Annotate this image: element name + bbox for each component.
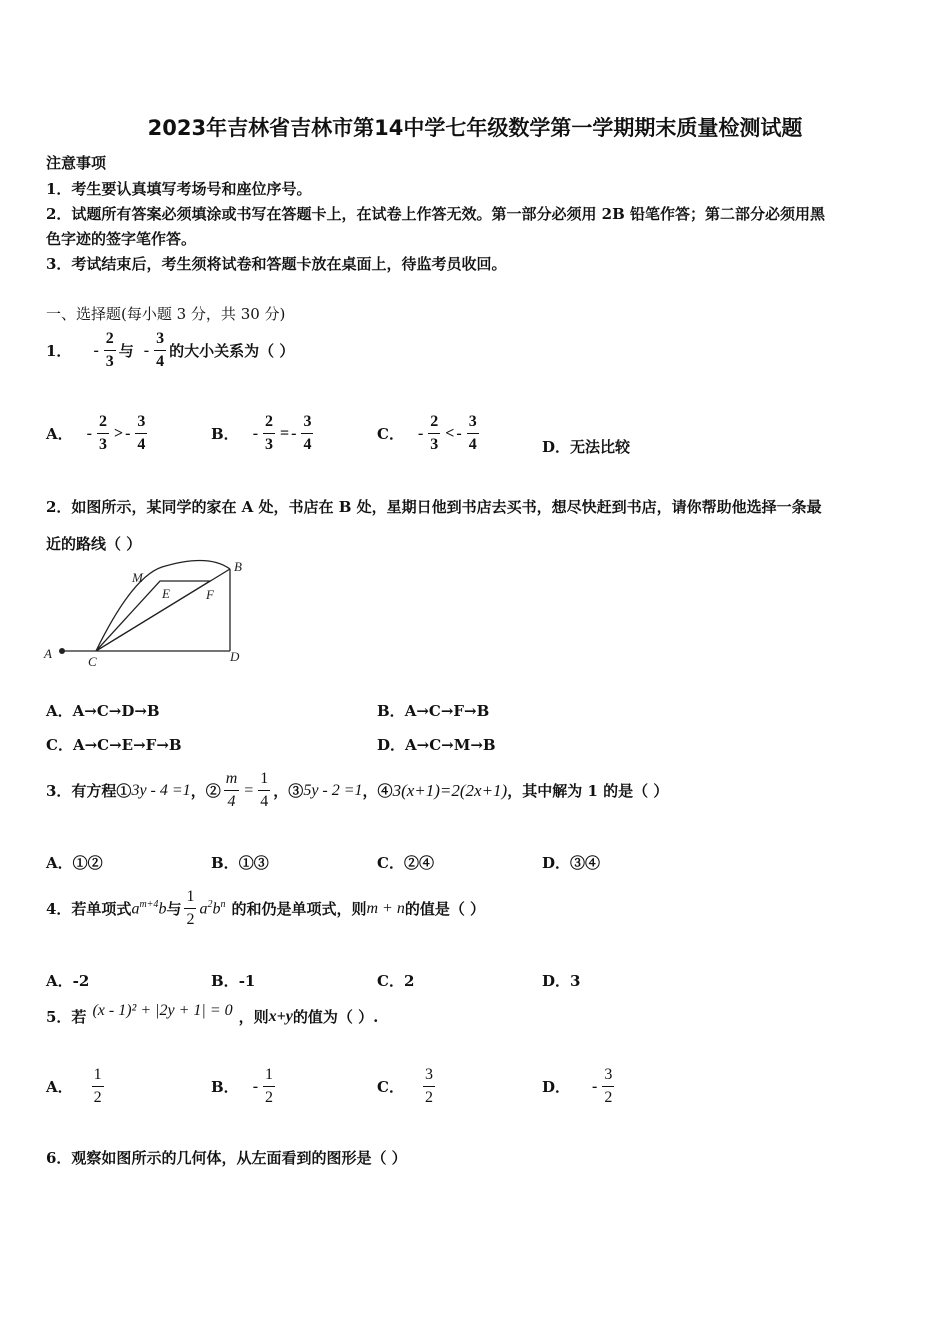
question-1: 1． - $\frac{2}{3}$ 与 - $\frac{3}{4}$ 的大小关系为（ ） — [46, 328, 294, 373]
label-b: B — [234, 559, 242, 574]
option-a[interactable]: A．①② — [46, 854, 103, 872]
option-b[interactable]: B．-1 — [211, 972, 256, 990]
option-d[interactable]: D．A→C→M→B — [377, 736, 496, 754]
option-b[interactable]: B．A→C→F→B — [377, 702, 490, 720]
option-c[interactable]: C．2 — [377, 972, 415, 990]
label-d: D — [230, 649, 240, 664]
option-a[interactable]: A． - $\frac{2}{3}$ > - $\frac{3}{4}$ — [46, 413, 146, 453]
route-diagram — [40, 555, 260, 670]
option-b[interactable]: B． - $\frac{1}{2}$ — [211, 1066, 274, 1106]
notes-heading: 注意事项 — [46, 154, 107, 172]
fraction: $\frac{3}{4}$ — [156, 330, 165, 370]
option-c[interactable]: C． - $\frac{2}{3}$ < - $\frac{3}{4}$ — [377, 413, 477, 453]
option-d[interactable]: D． - $\frac{3}{2}$ — [542, 1066, 613, 1106]
option-d[interactable]: D．③④ — [542, 854, 601, 872]
arc-cmb — [96, 560, 230, 651]
option-a[interactable]: A．-2 — [46, 972, 90, 990]
question-6-stem: 6．观察如图所示的几何体，从左面看到的图形是（ ） — [46, 1149, 407, 1167]
label-e: E — [162, 586, 170, 601]
option-c[interactable]: C． $\frac{3}{2}$ — [377, 1066, 433, 1106]
question-5: 5．若 (x - 1)² + |2y + 1| = 0 ，则 x+y 的值为（ ）. — [46, 1001, 379, 1026]
label-a: A — [44, 646, 52, 661]
note-item: 1．考生要认真填写考场号和座位序号。 — [46, 180, 312, 198]
label-c: C — [88, 654, 97, 669]
label-f: F — [206, 587, 214, 602]
option-a[interactable]: A．A→C→D→B — [46, 702, 160, 720]
page-title: 2023年吉林省吉林市第14中学七年级数学第一学期期末质量检测试题 — [147, 116, 803, 140]
note-item: 2．试题所有答案必须填涂或书写在答题卡上，在试卷上作答无效。第一部分必须用 2B 铅笔作答；第二部分必须用黑 — [46, 205, 826, 223]
option-d[interactable]: D．无法比较 — [542, 438, 631, 456]
question-4: 4．若单项式 $a^{m+4}b$ 与 $\frac{1}{2}$ $a^2b^n$ 的和仍是单项式，则 m + n 的值是（ ） — [46, 888, 486, 928]
option-b[interactable]: B．①③ — [211, 854, 269, 872]
question-number: 1． — [46, 342, 72, 360]
fraction: $\frac{2}{3}$ — [105, 330, 114, 370]
option-b[interactable]: B． - $\frac{2}{3}$ = - $\frac{3}{4}$ — [211, 413, 312, 453]
option-c[interactable]: C．A→C→E→F→B — [46, 736, 182, 754]
question-3: 3．有方程① 3y - 4 =1 ，② $\frac{m}{4}$ = $\frac{1}{4}$ ，③ 5y - 2 =1 ，④ 3(x+1)=2(2x+1) ，其中解为 1 的是（ ） — [46, 770, 669, 810]
section-heading: 一、选择题(每小题 3 分，共 30 分) — [46, 305, 286, 323]
option-d[interactable]: D．3 — [542, 972, 581, 990]
question-2-stem: 2．如图所示，某同学的家在 A 处，书店在 B 处，星期日他到书店去买书，想尽快赶到书店，请你帮助他选择一条最 — [46, 498, 822, 516]
point-a — [59, 648, 65, 654]
label-m: M — [132, 570, 143, 585]
note-item: 色字迹的签字笔作答。 — [46, 230, 197, 248]
note-item: 3．考试结束后，考生须将试卷和答题卡放在桌面上，待监考员收回。 — [46, 255, 507, 273]
question-2-stem-cont: 近的路线（ ） — [46, 535, 142, 553]
option-a[interactable]: A． $\frac{1}{2}$ — [46, 1066, 102, 1106]
option-c[interactable]: C．②④ — [377, 854, 434, 872]
